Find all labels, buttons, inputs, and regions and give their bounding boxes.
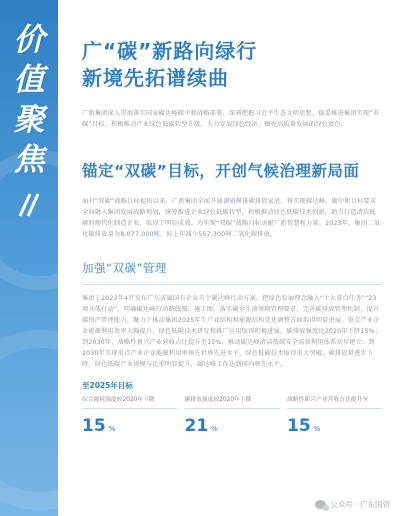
watermark <box>315 499 390 510</box>
target-unit: % <box>313 425 321 433</box>
target-number: 15 <box>82 416 106 436</box>
slash-decoration-icon <box>14 190 44 220</box>
title-char: 价 <box>13 22 45 58</box>
targets-row <box>82 396 382 436</box>
target-value <box>185 416 280 436</box>
target-unit: % <box>108 425 116 433</box>
target-item <box>185 396 280 436</box>
main-content <box>58 0 400 516</box>
target-number: 15 <box>287 416 311 436</box>
main-title-line1: 广“碳”新路向绿行 <box>82 39 258 63</box>
target-number: 21 <box>184 416 209 436</box>
target-unit: % <box>211 425 218 433</box>
title-char: 聚 <box>13 102 45 138</box>
target-item <box>82 396 177 436</box>
divider <box>82 284 382 285</box>
subsection-paragraph: 集团于2023年4月发布广东省属国有企业首个碳达峰行动方案，把绿色发展理念融入“十大重点任务”“23项具体行动”，明确碳达峰行动路线图、施工图，落实碳全生命周期管理要求，完善碳排放管理机制，提升碳资产管理能力，聚力于推动集团2025年生产业结构和能源结构优化调整方面取得明显进展，重点产业企业能源利用效率大幅提升，绿色低碳技术研发和推广应用取得积极进展，碳排放强度比2020年下降15%；到2030年，战略性新兴产业营收占比提升至15%，推动碳达峰清洁低碳安全高效利用体系初步建立；到2030年实现重点产业企业能源利用率领先世界先进水平，绿色低碳技术取得重大突破，碳排放量逐步下降，绿色低碳产业规模与比重明显提升，碳达峰工作达到国内领先水平。 <box>82 295 382 368</box>
target-item <box>287 396 382 436</box>
vertical-section-title <box>6 20 52 180</box>
intro-paragraph: 广新集团深入贯彻落实国家碳达峰碳中和战略部署，深刻把握习近平生态文明思想，稳妥推进集团实现“双碳”目标，积极推动产业绿色低碳转型升级，大力发展绿色经济，擦亮高质量发展的绿色底色。 <box>82 110 380 128</box>
section-heading: 锚定“双碳”目标，开创气候治理新局面 <box>82 162 360 180</box>
section-paragraph: 面对“双碳”战略目标提出以来，广新集团全面开展调研摸排碳排放家底，将实现碳达峰、碳中和目标要求全面融入集团发展战略规划，统筹推进企业绿色低碳转型，积极推动绿色低碳技术创新，助力打造清洁低碳的现代化制造企业，取得了明显成效。为实现“双碳”战略目标贡献广新智慧和力量。2023年，集团二氧化碳排放量为8,077,000吨，较上年减少557,300吨二氧化碳排放。 <box>82 198 381 238</box>
target-label: 综合能耗强度较2020年下降 <box>82 396 177 409</box>
decorative-swirl <box>0 330 58 510</box>
subsection-heading: 加强“双碳”管理 <box>82 261 167 275</box>
wechat-icon <box>315 500 326 509</box>
watermark-text: 公众号 · 广东国资 <box>330 500 390 509</box>
target-value <box>82 416 177 436</box>
target-value <box>287 416 382 436</box>
title-char: 值 <box>13 62 45 98</box>
sidebar-banner <box>0 0 58 516</box>
target-label: 碳排放强度较2020年下降 <box>185 396 280 409</box>
main-title-line2: 新境先拓谱续曲 <box>82 66 229 90</box>
title-char: 焦 <box>13 142 45 178</box>
target-label: 战略性新兴产业营收占比提升至 <box>287 396 382 409</box>
targets-title: 至2025年目标 <box>82 381 133 390</box>
